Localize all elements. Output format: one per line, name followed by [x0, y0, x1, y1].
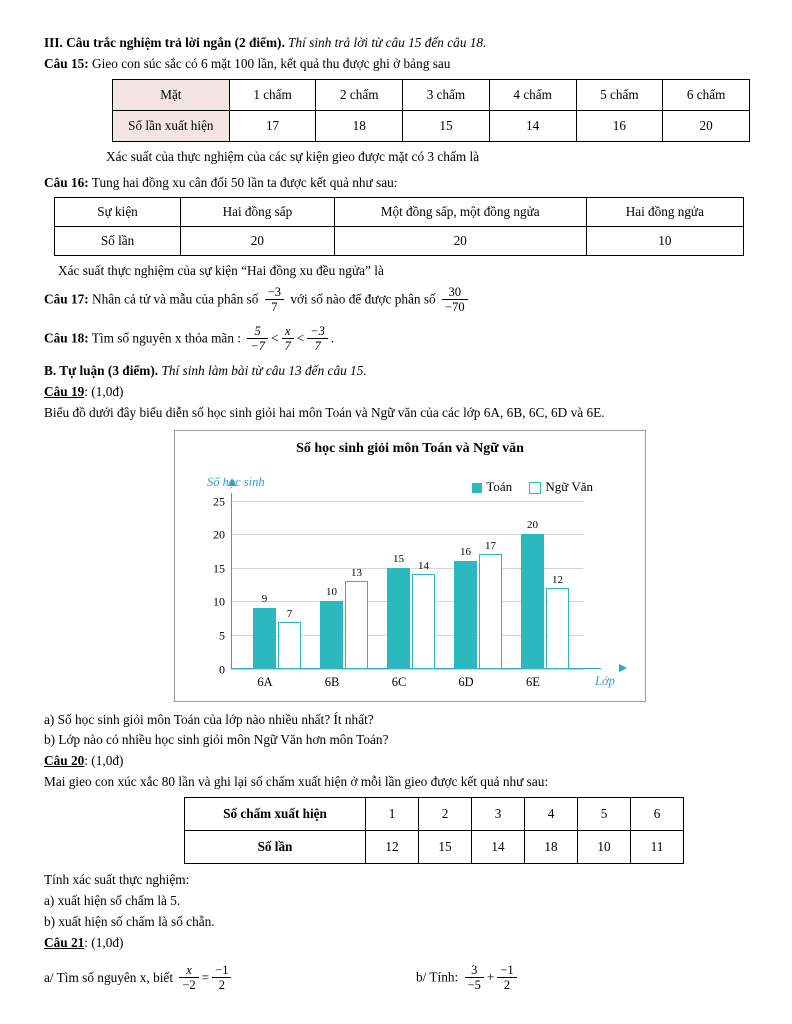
section-iii-subtitle: Thí sinh trả lời từ câu 15 đến câu 18. [288, 35, 487, 50]
chart-title: Số học sinh giỏi môn Toán và Ngữ văn [296, 440, 524, 456]
dice80-row1-label: Số chấm xuất hiện [185, 798, 366, 831]
fraction-denominator: −5 [465, 977, 484, 992]
dice80-row1-value-4: 5 [578, 798, 631, 831]
section-b-heading [44, 362, 750, 380]
question-16-followup: Xác suất thực nghiệm của sự kiện “Hai đồng xu đều ngửa” là [58, 262, 384, 278]
dice80-row2-value-2: 14 [472, 831, 525, 864]
gridline [213, 494, 583, 508]
bar-toan-6A [253, 593, 276, 669]
bar-value: 14 [418, 560, 429, 573]
dice-table-value-2: 15 [403, 110, 490, 141]
x-tick-6B: 6B [324, 674, 340, 689]
bar-toan-6C [387, 552, 410, 669]
dice-table-header-1: 1 chấm [229, 79, 316, 110]
coin-table-header-1: Hai đồng sấp [181, 197, 335, 226]
dice-table-header-3: 3 chấm [403, 79, 490, 110]
fraction-denominator: −7 [247, 338, 268, 353]
axis-arrow-icon [619, 664, 627, 672]
question-17-text-b: với số nào để được phân số [287, 291, 440, 307]
dice-table-header-5: 5 chấm [576, 79, 663, 110]
fraction-q17-1 [265, 285, 284, 314]
coin-table-header-0: Sự kiện [55, 197, 181, 226]
fraction-denominator: 7 [282, 338, 294, 353]
fraction-q21-b2 [497, 963, 516, 992]
gridline [219, 662, 583, 676]
dice80-row2-value-5: 11 [631, 831, 684, 864]
dice80-row2-value-1: 15 [419, 831, 472, 864]
fraction-q18-3 [307, 324, 328, 353]
dice-table-value-1: 18 [316, 110, 403, 141]
section-iii-heading [44, 34, 750, 52]
question-21-b-op: + [486, 969, 495, 985]
dice80-row2-value-0: 12 [366, 831, 419, 864]
question-18-op-1: < [271, 330, 279, 346]
bar-value: 15 [393, 552, 404, 565]
table-row [55, 197, 744, 226]
question-16-text: Tung hai đồng xu cân đối 50 lần ta được kết quả như sau: [88, 174, 398, 190]
question-20-sub-b: b) xuất hiện số chấm là số chẵn. [44, 914, 215, 930]
chart-y-axis-label: Số học sinh [207, 474, 265, 489]
question-15-text: Gieo con súc sắc có 6 mặt 100 lần, kết quả thu được ghi ở bảng sau [88, 55, 451, 71]
coin-table-header-2: Một đồng sấp, một đồng ngửa [334, 197, 586, 226]
x-tick-6A: 6A [257, 674, 273, 689]
coin-table-header-3: Hai đồng ngửa [586, 197, 743, 226]
question-21-b-text: b/ Tính: [416, 969, 462, 985]
fraction-q17-2 [442, 285, 468, 314]
fraction-numerator: 5 [254, 323, 261, 338]
dice-80-table [184, 797, 684, 864]
question-20-prompt [44, 752, 750, 770]
dice-table-header-2: 2 chấm [316, 79, 403, 110]
bar-nguvan-6B [345, 567, 368, 668]
dice-frequency-table [112, 79, 750, 142]
bar-toan-6B [320, 586, 343, 668]
question-20-points: : (1,0đ) [84, 753, 124, 769]
question-19-label: Câu 19 [44, 383, 85, 399]
question-18-label: Câu 18: [44, 330, 89, 346]
question-21-a-text: a/ Tìm số nguyên x, biết [44, 969, 177, 985]
fraction-numerator: x [284, 323, 291, 338]
fraction-denominator: −2 [179, 977, 198, 992]
y-tick-0: 0 [219, 662, 225, 676]
bar-value: 20 [527, 519, 538, 532]
question-20-text: Mai gieo con xúc xắc 80 lần và ghi lại số chấm xuất hiện ở mỗi lần gieo được kết quả như sau: [44, 774, 549, 790]
question-15-label: Câu 15: [44, 55, 89, 71]
dice80-row2-value-4: 10 [578, 831, 631, 864]
question-19-points: : (1,0đ) [84, 383, 124, 399]
fraction-q18-1 [247, 324, 268, 353]
fraction-denominator: −70 [442, 299, 468, 314]
coin-frequency-table [54, 197, 744, 256]
y-tick-20: 20 [213, 527, 225, 542]
dice80-row1-value-1: 2 [419, 798, 472, 831]
bar-value: 10 [326, 586, 337, 599]
axis-arrow-icon [228, 478, 236, 486]
bar-value: 12 [552, 573, 563, 586]
chart-y-axis [231, 493, 232, 669]
bar-toan-6D [454, 546, 477, 669]
dice80-row1-value-2: 3 [472, 798, 525, 831]
chart-plot-area [213, 494, 583, 689]
bar-nguvan-6D [479, 540, 502, 668]
dice-table-header-4: 4 chấm [489, 79, 576, 110]
question-17-text-a: Nhân cả tử và mẫu của phân số [88, 291, 262, 307]
dice-table-value-0: 17 [229, 110, 316, 141]
x-tick-6D: 6D [458, 674, 474, 689]
table-row [113, 110, 750, 141]
coin-table-value-0: 20 [181, 226, 335, 255]
question-17-prompt [44, 286, 750, 315]
fraction-q21-a1 [179, 963, 198, 992]
question-21-points: : (1,0đ) [84, 935, 124, 951]
x-tick-6C: 6C [391, 674, 407, 689]
question-21-part-b [416, 964, 520, 993]
fraction-numerator: 30 [448, 284, 462, 299]
bar-value: 16 [460, 546, 471, 558]
question-18-op-2: < [296, 330, 305, 346]
dice-table-value-4: 16 [576, 110, 663, 141]
question-18-text-b: . [330, 330, 335, 346]
y-tick-25: 25 [213, 494, 225, 508]
bar-chart [174, 430, 646, 702]
coin-table-value-2: 10 [586, 226, 743, 255]
question-15-followup: Xác suất của thực nghiệm của các sự kiện gieo được mặt có 3 chấm là [106, 148, 480, 164]
bar-toan-6E [521, 519, 544, 668]
table-row [55, 226, 744, 255]
fraction-denominator: 2 [497, 977, 516, 992]
question-18-prompt [44, 325, 750, 354]
question-15-prompt [44, 55, 750, 73]
fraction-q18-2 [282, 324, 294, 353]
dice80-row2-value-3: 18 [525, 831, 578, 864]
question-19-sub-a: a) Số học sinh giỏi môn Toán của lớp nào nhiều nhất? Ít nhất? [44, 711, 374, 727]
fraction-q21-a2 [212, 963, 231, 992]
legend-item-toan [472, 479, 512, 495]
y-tick-15: 15 [213, 561, 225, 576]
dice80-row1-value-5: 6 [631, 798, 684, 831]
section-iii-title: III. Câu trắc nghiệm trả lời ngắn (2 điểm). [44, 35, 285, 50]
question-21-part-a [44, 963, 234, 992]
dice80-row1-value-3: 4 [525, 798, 578, 831]
question-20-prompt-calc: Tính xác suất thực nghiệm: [44, 872, 190, 888]
question-16-label: Câu 16: [44, 174, 89, 190]
fraction-denominator: 7 [265, 299, 284, 314]
bar-nguvan-6C [412, 560, 435, 668]
dice-table-value-3: 14 [489, 110, 576, 141]
x-tick-6E: 6E [526, 674, 540, 689]
legend-item-nguvan [529, 479, 593, 495]
question-21-prompt [44, 934, 750, 952]
coin-table-value-1: 20 [334, 226, 586, 255]
fraction-denominator: 7 [307, 338, 328, 353]
chart-x-axis-label: Lớp [595, 673, 615, 688]
coin-table-row-label: Số lần [55, 226, 181, 255]
legend-label-nguvan: Ngữ Văn [545, 478, 593, 494]
y-tick-10: 10 [213, 594, 225, 609]
dice-table-value-5: 20 [663, 110, 750, 141]
question-17-label: Câu 17: [44, 291, 89, 307]
fraction-q21-b1 [465, 963, 484, 992]
legend-label-toan: Toán [486, 478, 513, 494]
fraction-numerator: −1 [215, 963, 229, 977]
bar-value: 7 [286, 607, 293, 620]
question-21-label: Câu 21 [44, 935, 85, 951]
question-19-prompt [44, 383, 750, 401]
dice-table-row-label: Số lần xuất hiện [113, 110, 230, 141]
legend-swatch-icon [472, 483, 482, 493]
section-b-title: B. Tự luận (3 điểm). [44, 362, 159, 378]
question-16-prompt [44, 174, 750, 192]
document-content [44, 34, 750, 996]
bar-value: 9 [261, 593, 268, 605]
fraction-numerator: −3 [267, 284, 282, 299]
fraction-numerator: −1 [500, 963, 514, 977]
question-19-sub-b: b) Lớp nào có nhiều học sinh giỏi môn Ngữ Văn hơn môn Toán? [44, 732, 389, 748]
bar-nguvan-6E [546, 573, 569, 669]
dice80-row1-value-0: 1 [366, 798, 419, 831]
question-18-text-a: Tìm số nguyên x thỏa mãn : [88, 330, 245, 346]
bar-value: 13 [351, 567, 362, 580]
question-19-text: Biểu đồ dưới đây biểu diễn số học sinh giỏi hai môn Toán và Ngữ văn của các lớp 6A, 6B, 6C, 6D và 6E. [44, 404, 605, 420]
table-row [113, 79, 750, 110]
question-20-label: Câu 20 [44, 753, 85, 769]
bar-nguvan-6A [278, 607, 301, 669]
question-21-parts [44, 964, 750, 993]
fraction-numerator: x [186, 963, 192, 977]
dice80-row2-label: Số lần [185, 831, 366, 864]
y-tick-5: 5 [219, 628, 225, 643]
chart-legend [458, 479, 593, 495]
legend-swatch-icon [529, 482, 541, 494]
section-b-subtitle: Thí sinh làm bài từ câu 13 đến câu 15. [158, 362, 367, 378]
question-20-sub-a: a) xuất hiện số chấm là 5. [44, 893, 181, 909]
table-row [185, 831, 684, 864]
bar-value: 17 [485, 540, 496, 553]
question-21-a-eq: = [201, 969, 210, 985]
dice-table-header-0: Mặt [113, 79, 230, 110]
fraction-denominator: 2 [212, 977, 231, 992]
dice-table-header-6: 6 chấm [663, 79, 750, 110]
table-row [185, 798, 684, 831]
fraction-numerator: −3 [310, 323, 325, 338]
fraction-numerator: 3 [471, 963, 478, 977]
